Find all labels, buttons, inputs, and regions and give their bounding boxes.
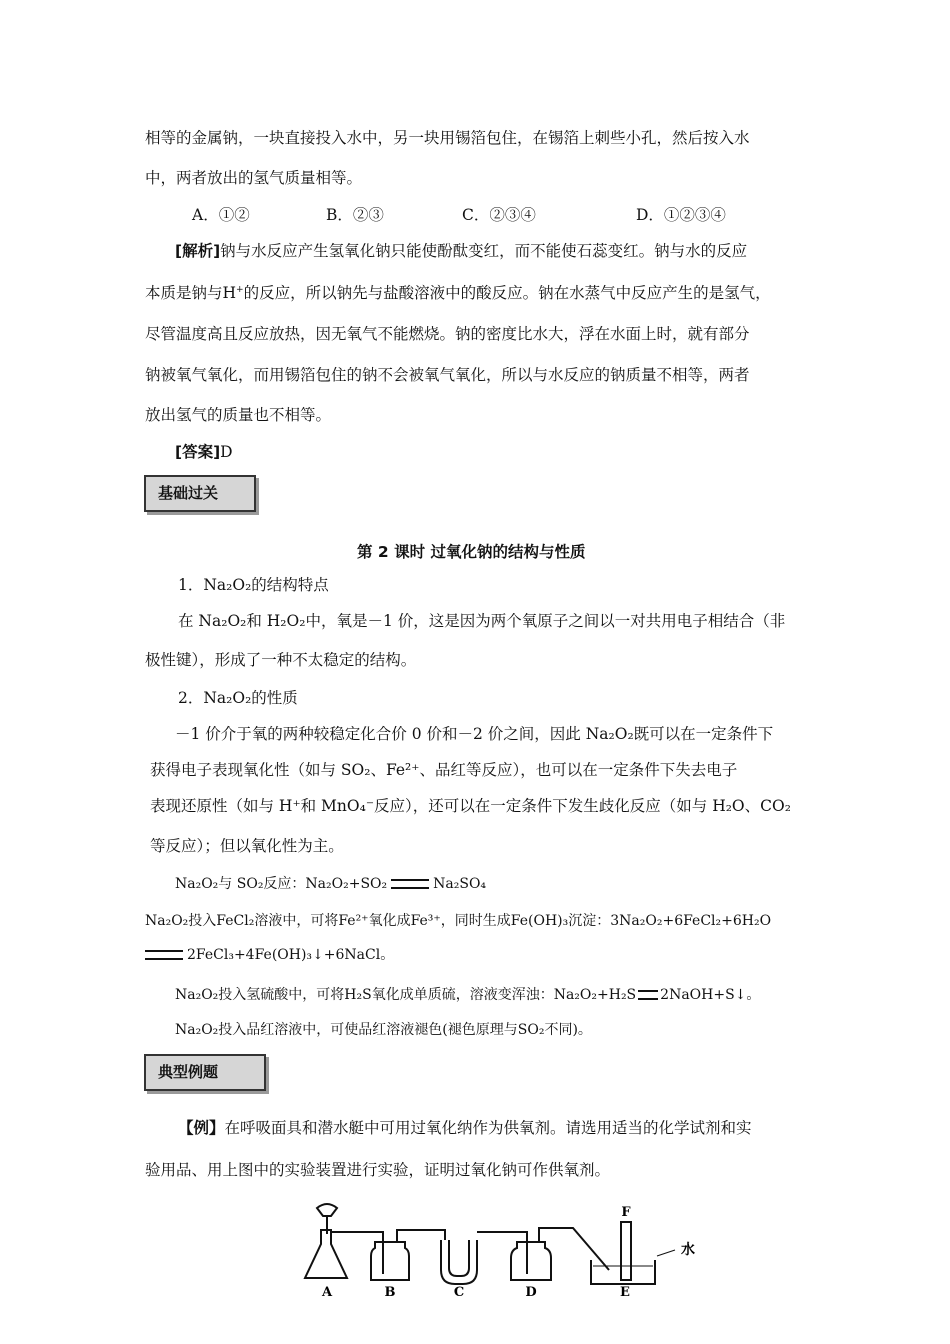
s2-para-2: 获得电子表现氧化性（如与 SO₂、Fe²⁺、品红等反应），也可以在一定条件下失去电子 [150, 761, 738, 779]
funnel-icon [317, 1204, 337, 1216]
eq1-right: Na₂SO₄ [433, 876, 487, 892]
apparatus-diagram [295, 1200, 715, 1300]
eq2-equals [145, 950, 183, 960]
s1-title: 1．Na₂O₂的结构特点 [178, 576, 329, 594]
choice-b: B．②③ [326, 206, 384, 224]
eq1 [175, 874, 486, 894]
eq4: Na₂O₂投入品红溶液中，可使品红溶液褪色(褪色原理与SO₂不同)。 [175, 1022, 592, 1038]
analysis-text-2a: 本质是钠与H [145, 284, 237, 302]
eq3 [175, 985, 760, 1005]
analysis-line-3: 尽管温度高且反应放热，因无氧气不能燃烧。钠的密度比水大，浮在水面上时，就有部分 [145, 325, 750, 343]
s2-para-1: －1 价介于氧的两种较稳定化合价 0 价和－2 价之间，因此 Na₂O₂既可以在一定条件下 [175, 725, 774, 743]
flask-a-icon [305, 1230, 347, 1278]
eq2-text: 2FeCl₃+4Fe(OH)₃↓+6NaCl。 [187, 947, 395, 963]
example-label: 【例】 [178, 1119, 225, 1137]
eq3-right: 2NaOH+S↓。 [660, 987, 761, 1003]
prev-line-2: 中，两者放出的氢气质量相等。 [145, 169, 363, 187]
answer-label: [答案] [175, 443, 221, 461]
eq1-equals [391, 879, 429, 889]
analysis-text-2b: 的反应，所以钠先与盐酸溶液中的酸反应。钠在水蒸气中反应产生的是氢气， [243, 284, 771, 302]
s2-para-3: 表现还原性（如与 H⁺和 MnO₄⁻反应），还可以在一定条件下发生歧化反应（如与 H₂O、CO₂ [150, 797, 791, 815]
eq2-line-2 [145, 945, 394, 965]
s1-para-2: 极性键），形成了一种不太稳定的结构。 [145, 651, 417, 669]
choice-d: D．①②③④ [636, 206, 726, 224]
eq3-left: Na₂O₂投入氢硫酸中，可将H₂S氧化成单质硫，溶液变浑浊：Na₂O₂+H₂S [175, 987, 637, 1003]
label-e: E [620, 1285, 630, 1300]
label-c: C [453, 1285, 465, 1300]
answer-line [175, 442, 233, 462]
cylinder-f-icon [621, 1222, 631, 1280]
example-text-1: 在呼吸面具和潜水艇中可用过氧化纳作为供氧剂。请选用适当的化学试剂和实 [224, 1119, 752, 1137]
analysis-label: [解析] [175, 242, 221, 260]
bottle-d-icon [511, 1242, 551, 1280]
u-tube-c-icon [441, 1240, 477, 1284]
bottle-b-icon [371, 1242, 409, 1280]
analysis-text-1: 钠与水反应产生氢氧化钠只能使酚酞变红，而不能使石蕊变红。钠与水的反应 [220, 242, 748, 260]
label-d: D [525, 1285, 537, 1300]
label-b: B [384, 1285, 396, 1300]
choice-c: C．②③④ [462, 206, 536, 224]
label-f: F [621, 1205, 631, 1220]
analysis-line-2 [145, 283, 771, 303]
section-examples: 典型例题 [144, 1054, 266, 1091]
analysis-sup: + [236, 284, 244, 295]
eq3-equals [638, 990, 658, 1000]
s2-para-4: 等反应）；但以氧化性为主。 [150, 837, 344, 855]
analysis-line-4: 钠被氧气氧化，而用锡箔包住的钠不会被氧气氧化，所以与水反应的钠质量不相等，两者 [145, 366, 750, 384]
label-a: A [321, 1285, 333, 1300]
example-line-1 [178, 1118, 752, 1138]
answer-value: D [220, 443, 233, 461]
eq2-line-1: Na₂O₂投入FeCl₂溶液中，可将Fe²⁺氧化成Fe³⁺，同时生成Fe(OH)₃沉淀：3Na₂O₂+6FeCl₂+6H₂O [145, 913, 772, 929]
lesson-title: 第 2 课时 过氧化钠的结构与性质 [357, 543, 586, 561]
prev-line-1: 相等的金属钠，一块直接投入水中，另一块用锡箔包住，在锡箔上刺些小孔，然后按入水 [145, 129, 750, 147]
example-line-2: 验用品、用上图中的实验装置进行实验，证明过氧化钠可作供氧剂。 [145, 1161, 611, 1179]
section-basic: 基础过关 [144, 475, 256, 512]
choice-a: A．①② [192, 206, 250, 224]
analysis-line-5: 放出氢气的质量也不相等。 [145, 406, 332, 424]
s1-para-1: 在 Na₂O₂和 H₂O₂中，氧是－1 价，这是因为两个氧原子之间以一对共用电子相结合（非 [178, 612, 786, 630]
eq1-left: Na₂O₂与 SO₂反应：Na₂O₂+SO₂ [175, 876, 388, 892]
label-water: 水 [681, 1242, 695, 1258]
s2-title: 2．Na₂O₂的性质 [178, 689, 298, 707]
analysis-line-1 [175, 241, 747, 261]
